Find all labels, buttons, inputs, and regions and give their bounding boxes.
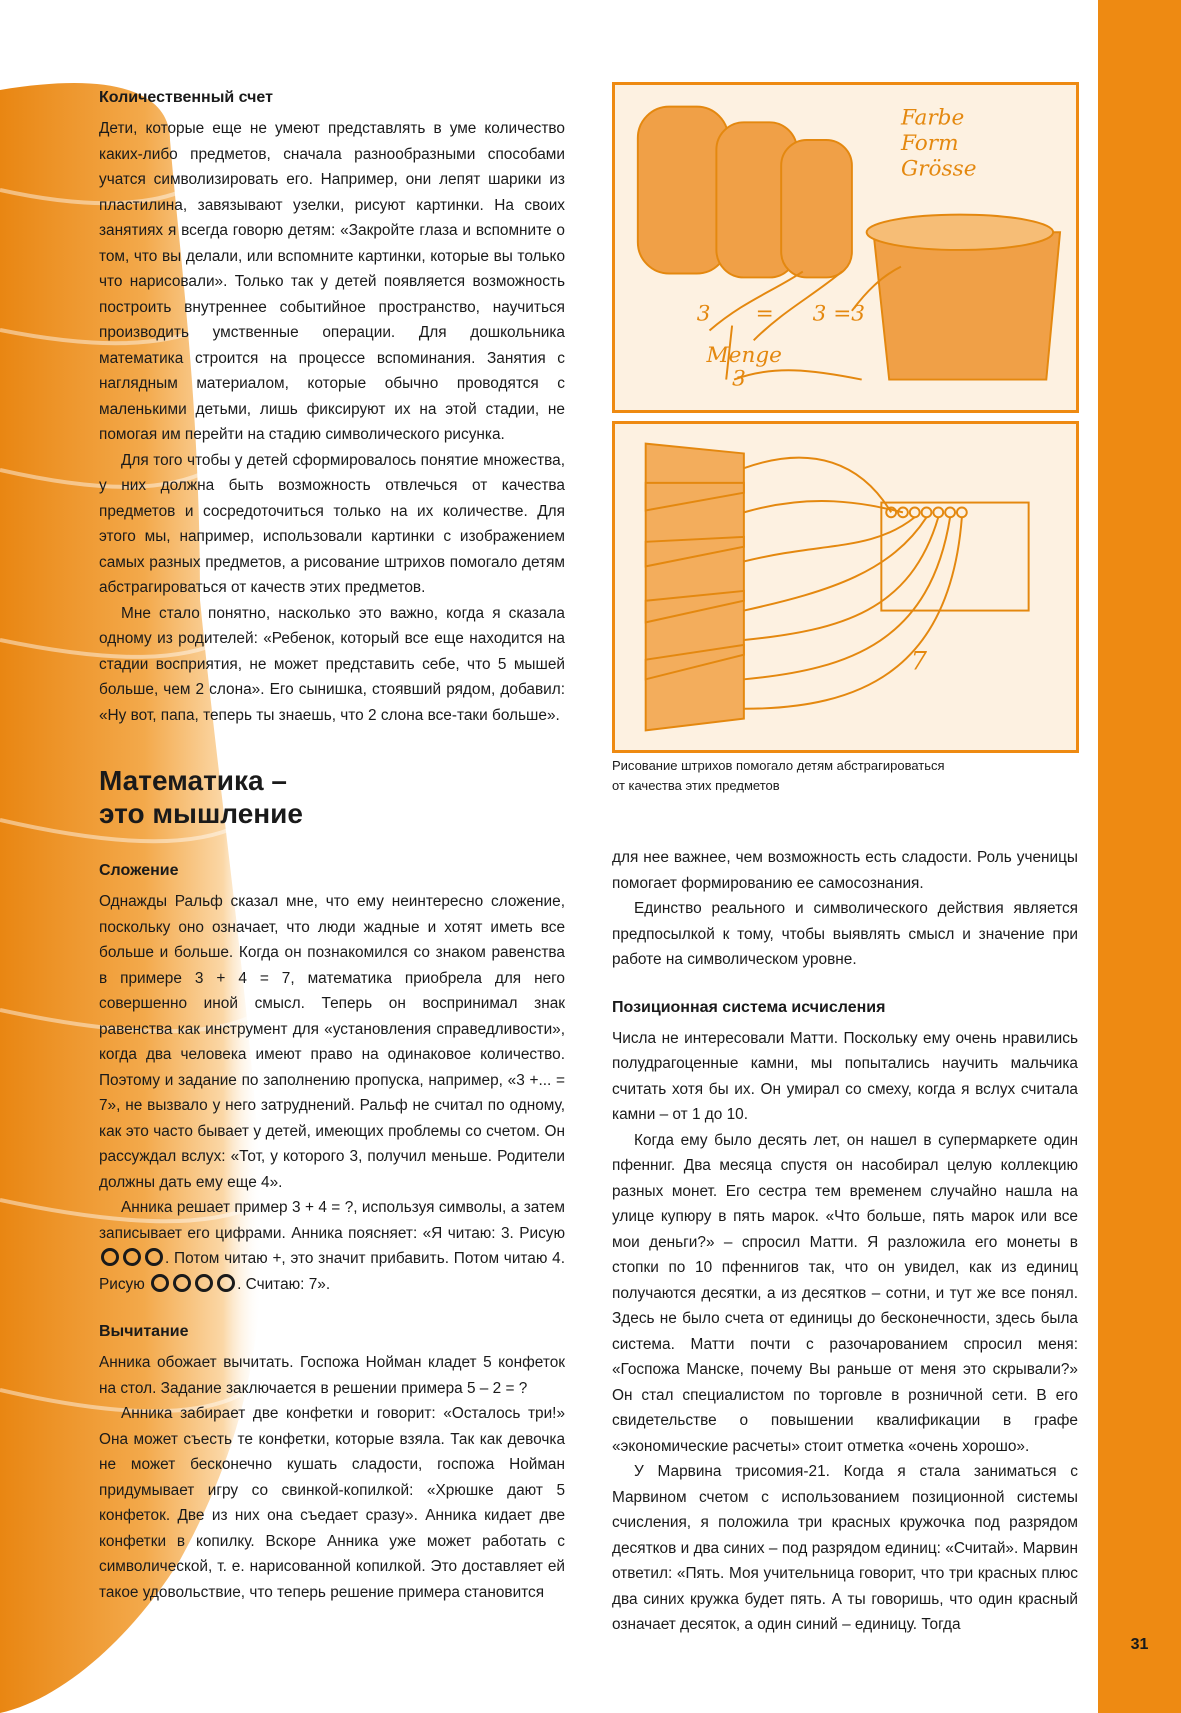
- paragraph: для нее важнее, чем возможность есть сладости. Роль ученицы помогает формированию ее самосознания.: [612, 849, 1078, 892]
- drawing-number: 3 =3: [812, 301, 866, 327]
- caption-line: от качества этих предметов: [612, 778, 780, 793]
- section-heading-addition: Сложение: [99, 862, 179, 879]
- paragraph: Однажды Ральф сказал мне, что ему неинтересно сложение, поскольку оно означает, что люди жадные и хотят иметь все больше и больше. Когда он познакомился со знаком равенства в примере 3 + 4 = 7, математика приобрела для него совершенно иной смысл. Теперь он воспринимал знак равенства как инструмент для «установления справедливости», когда два человека имеют право на одинаковое количество. Поэтому и задание по заполнению пропуска, например, «3 +... = 7», не вызвало у него затруднений. Ральф не считал по одному, как это часто бывает у детей, имеющих проблемы со счетом. Он рассуждал вслух: «Тот, у которого 3, получил меньше. Родители должны дать ему еще 4».: [99, 893, 565, 1191]
- drawing-number: 3: [732, 366, 746, 392]
- paragraph: Анника обожает вычитать. Госпожа Нойман кладет 5 конфеток на стол. Задание заключается в решении примера 5 – 2 = ?: [99, 1354, 565, 1397]
- paragraph: У Марвина трисомия-21. Когда я стала заниматься с Марвином счетом с использованием позиционной системы счисления, я положила три красных кружочка под разрядом десятков и два синих – под разрядом единиц: «Считай». Марвин ответил: «Пять. Моя учительница говорит, что три красных плюс два синих кружка будет пять. А ты говоришь, что один красный означает десяток, а один синий – единицу. Тогда: [612, 1463, 1078, 1633]
- circle-icon: [151, 1274, 169, 1292]
- paragraph: Единство реального и символического действия является предпосылкой к тому, чтобы выявлять смысл и значение при работе на символическом уровне.: [612, 900, 1078, 968]
- chapter-title-line2: это мышление: [99, 798, 303, 829]
- section-heading-subtraction: Вычитание: [99, 1323, 189, 1340]
- paragraph-text: . Считаю: 7».: [237, 1275, 331, 1293]
- drawing-number: 3: [696, 301, 711, 327]
- chapter-title: [99, 764, 565, 830]
- shelf-strokes-illustration: [615, 424, 1076, 750]
- circle-icon: [217, 1274, 235, 1292]
- drawing-number: 7: [910, 646, 928, 677]
- paragraph: Дети, которые еще не умеют представлять в уме количество каких-либо предметов, сначала разнообразными способами учатся символизировать его. Например, они лепят шарики из пластилина, завязывают узелки, рисуют картинки. На своих занятиях я всегда говорю детям: «Закройте глаза и вспомните о том, что вы делали, или вспомните картинки, которые вы только что нарисовали». Только так у детей появляется возможность построить внутреннее событийное пространство, научиться производить умственные операции. Для дошкольника математика строится на процессе вспоминания. Занятия с наглядным материалом, которые обычно проводятся с маленькими детьми, лишь фиксируют их на этой стадии, не помогая им перейти на стадию символического рисунка.: [99, 120, 565, 443]
- jars-cups-illustration: [615, 85, 1076, 410]
- section-heading-positional: Позиционная система исчисления: [612, 998, 886, 1016]
- figure-shelf-strokes: [612, 421, 1079, 753]
- circle-icon: [101, 1248, 119, 1266]
- page-edge-bar: [1098, 0, 1181, 1713]
- circle-icon: [195, 1274, 213, 1292]
- paragraph: Числа не интересовали Матти. Поскольку ему очень нравились полудрагоценные камни, мы попытались научить мальчика считать хотя бы их. Он умирал со смеху, когда я вслух считала камни – от 1 до 10.: [612, 1029, 1078, 1123]
- figure-jars-cups: [612, 82, 1079, 413]
- circle-icon: [145, 1248, 163, 1266]
- paragraph-with-symbols: [99, 1195, 565, 1297]
- drawing-word: Grösse: [900, 156, 977, 182]
- drawing-number: =: [755, 301, 774, 327]
- caption-line: Рисование штрихов помогало детям абстрагироваться: [612, 758, 945, 773]
- circle-icon: [123, 1248, 141, 1266]
- figure-caption: [612, 756, 1082, 796]
- paragraph: Когда ему было десять лет, он нашел в супермаркете один пфенниг. Два месяца спустя он насобирал целую коллекцию разных монет. Его сестра тем временем случайно нашла на улице купюру в пять марок. «Что больше, пять марок или все мои деньги?» – спросил Матти. Я разложила его монеты в стопки по 10 пфеннигов так, что он увидел, как из единиц получаются десятки, а из десятков – сотни, и тут же все понял. Здесь не было счета от единицы до бесконечности, здесь была система. Матти почти с разочарованием спросил меня: «Госпожа Манске, почему Вы раньше от меня это скрывали?» Он стал специалистом по торговле в розничной сети. В его свидетельстве о повышении квалификации в графе «экономические расчеты» стоит отметка «очень хорошо».: [612, 1131, 1078, 1455]
- paragraph-text: . Потом читаю +, это значит прибавить. Потом читаю 4. Рисую: [99, 1250, 565, 1293]
- paragraph: Анника забирает две конфетки и говорит: «Осталось три!» Она может съесть те конфетки, которые взяла. Так как девочка не может бесконечно кушать сладости, госпожа Нойман придумывает игру со свинкой-копилкой: «Хрюшке дают 5 конфеток. Две из них она съедает сразу». Анника кидает две конфетки в копилку. Вскоре Анника уже может работать с символической, т. е. нарисованной копилкой. Это доставляет ей такое удовольствие, что теперь решение примера становится: [99, 1405, 565, 1601]
- circle-icon: [173, 1274, 191, 1292]
- page-number: 31: [1130, 1636, 1149, 1653]
- paragraph-text: Анника решает пример 3 + 4 = ?, используя символы, а затем записывает его цифрами. Анника поясняет: «Я читаю: 3. Рисую: [99, 1199, 565, 1242]
- right-column: [612, 845, 1078, 1638]
- drawing-word: Form: [900, 130, 959, 156]
- paragraph: Мне стало понятно, насколько это важно, когда я сказала одному из родителей: «Ребенок, который все еще находится на стадии восприятия, не может представить себе, что 5 мышей больше, чем 2 слона». Его сынишка, стоявший рядом, добавил: «Ну вот, папа, теперь ты знаешь, что 2 слона все-таки больше».: [99, 604, 565, 724]
- drawing-word: Farbe: [900, 105, 965, 131]
- section-heading-counting: Количественный счет: [99, 89, 273, 106]
- drawing-label: Menge: [706, 342, 782, 368]
- paragraph: Для того чтобы у детей сформировалось понятие множества, у них должна быть возможность отвлечься от качества предметов и сосредоточиться только на их количестве. Для этого мы, например, использовали картинки с изображением самых разных предметов, а рисование штрихов помогало детям абстрагироваться от качеств этих предметов.: [99, 451, 565, 596]
- left-column: [99, 85, 565, 1605]
- chapter-title-line1: Математика –: [99, 765, 287, 796]
